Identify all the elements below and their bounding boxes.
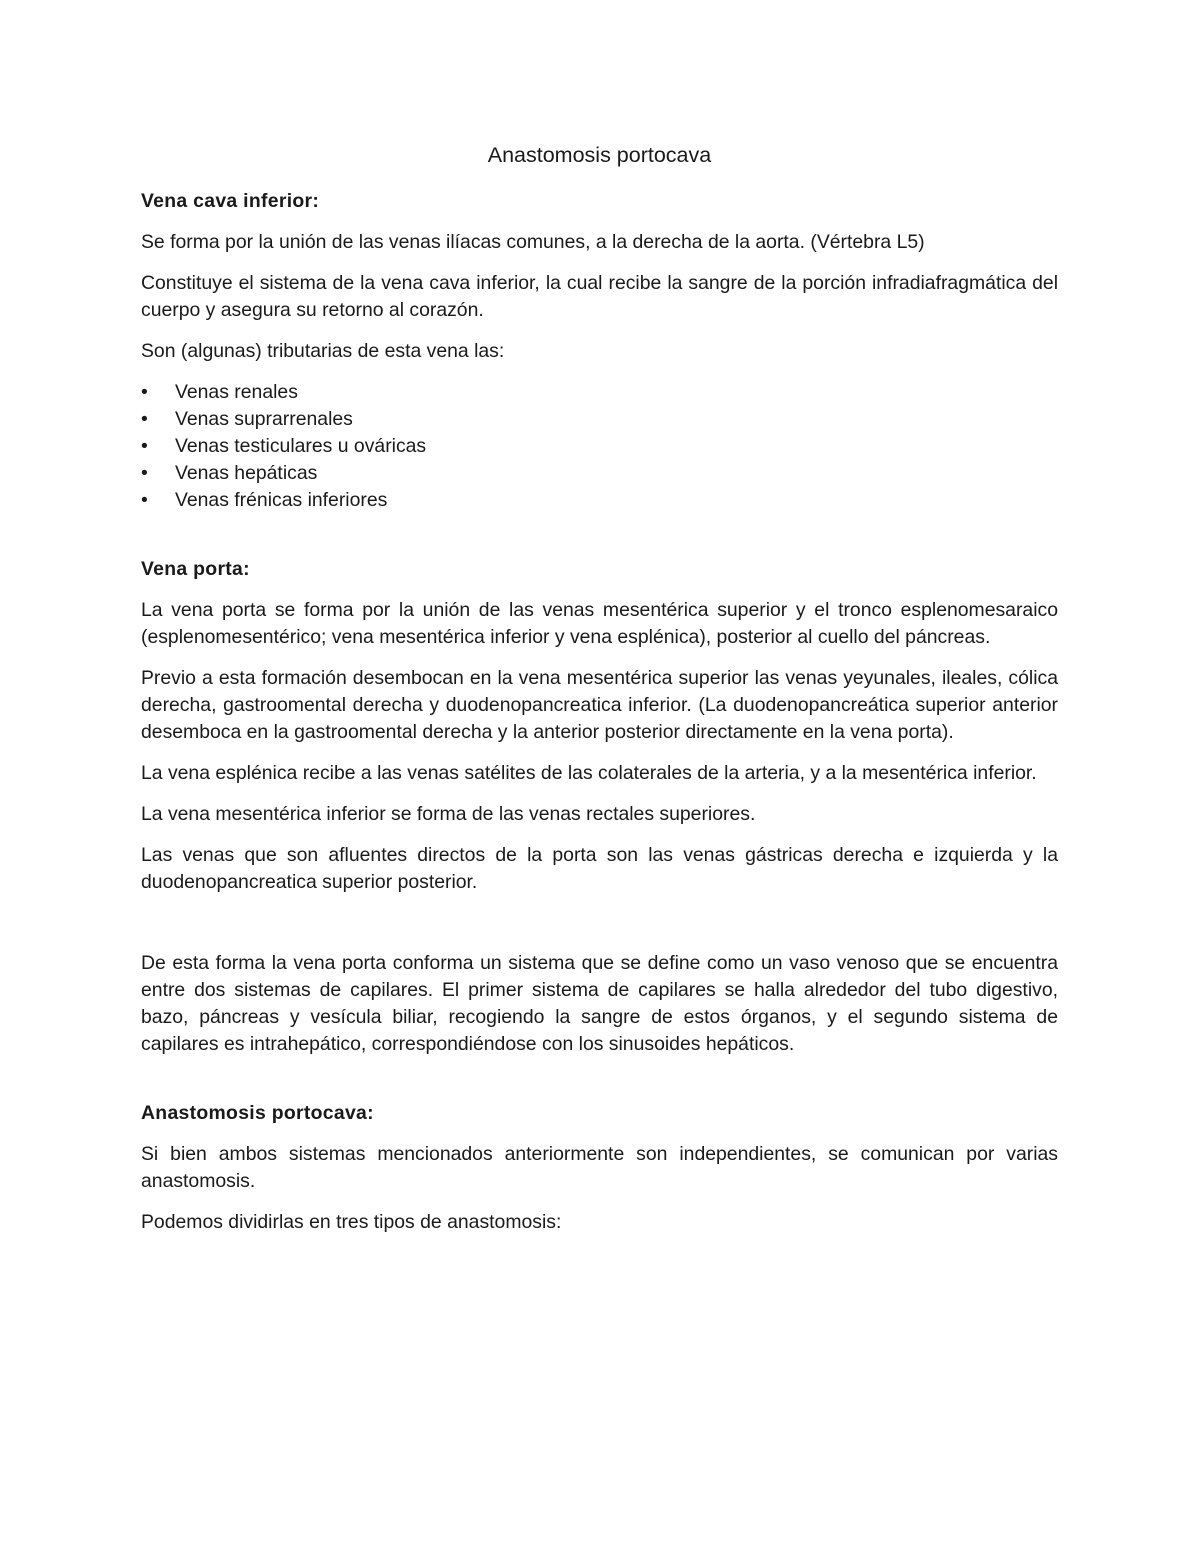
list-item: [141, 433, 1058, 460]
paragraph: De esta forma la vena porta conforma un sistema que se define como un vaso venoso que se encuentra entre dos sistemas de capilares. El primer sistema de capilares se halla alrededor del tubo digestivo, bazo, páncreas y vesícula biliar, recogiendo la sangre de estos órganos, y el segundo sistema de capilares es intrahepático, correspondiéndose con los sinusoides hepáticos.: [141, 952, 1058, 1055]
document-body: [141, 140, 1058, 1250]
tributaries-list: [141, 379, 1058, 514]
bullet-icon: •: [141, 462, 148, 484]
paragraph: Se forma por la unión de las venas ilíacas comunes, a la derecha de la aorta. (Vértebra L5): [141, 231, 925, 253]
list-item: [141, 487, 1058, 514]
list-item-text: Venas frénicas inferiores: [175, 489, 388, 511]
bullet-icon: •: [141, 381, 148, 403]
document-title: Anastomosis portocava: [487, 143, 712, 167]
list-item-text: Venas renales: [175, 381, 298, 403]
paragraph: Constituye el sistema de la vena cava inferior, la cual recibe la sangre de la porción infradiafragmática del cuerpo y asegura su retorno al corazón.: [141, 272, 1058, 321]
bullet-icon: •: [141, 489, 148, 511]
paragraph: La vena porta se forma por la unión de las venas mesentérica superior y el tronco esplenomesaraico (esplenomesentérico; vena mesentérica inferior y vena esplénica), posterior al cuello del páncreas.: [141, 599, 1058, 648]
section-heading-anastomosis: Anastomosis portocava:: [141, 1102, 374, 1124]
spacer: [141, 514, 1058, 556]
list-item: [141, 379, 1058, 406]
paragraph: Si bien ambos sistemas mencionados anteriormente son independientes, se comunican por varias anastomosis.: [141, 1143, 1058, 1192]
paragraph: La vena mesentérica inferior se forma de las venas rectales superiores.: [141, 803, 756, 825]
list-item: [141, 460, 1058, 487]
list-item-text: Venas hepáticas: [175, 462, 318, 484]
section-heading-vena-cava: Vena cava inferior:: [141, 190, 320, 212]
paragraph: La vena esplénica recibe a las venas satélites de las colaterales de la arteria, y a la mesentérica inferior.: [141, 762, 1037, 784]
paragraph: Son (algunas) tributarias de esta vena las:: [141, 340, 505, 362]
spacer: [141, 1072, 1058, 1100]
paragraph: Previo a esta formación desembocan en la vena mesentérica superior las venas yeyunales, ileales, cólica derecha, gastroomental derecha y duodenopancreatica inferior. (La duodenopancreática superior anterior desemboca en la gastroomental derecha y la anterior posterior directamente en la vena porta).: [141, 667, 1058, 743]
paragraph: Las venas que son afluentes directos de la porta son las venas gástricas derecha e izquierda y la duodenopancreatica superior posterior.: [141, 844, 1058, 893]
list-item-text: Venas testiculares u ováricas: [175, 435, 427, 457]
bullet-icon: •: [141, 435, 148, 457]
bullet-icon: •: [141, 408, 148, 430]
paragraph: Podemos dividirlas en tres tipos de anastomosis:: [141, 1211, 562, 1233]
list-item-text: Venas suprarrenales: [175, 408, 353, 430]
spacer: [141, 910, 1058, 950]
list-item: [141, 406, 1058, 433]
section-heading-vena-porta: Vena porta:: [141, 558, 250, 580]
